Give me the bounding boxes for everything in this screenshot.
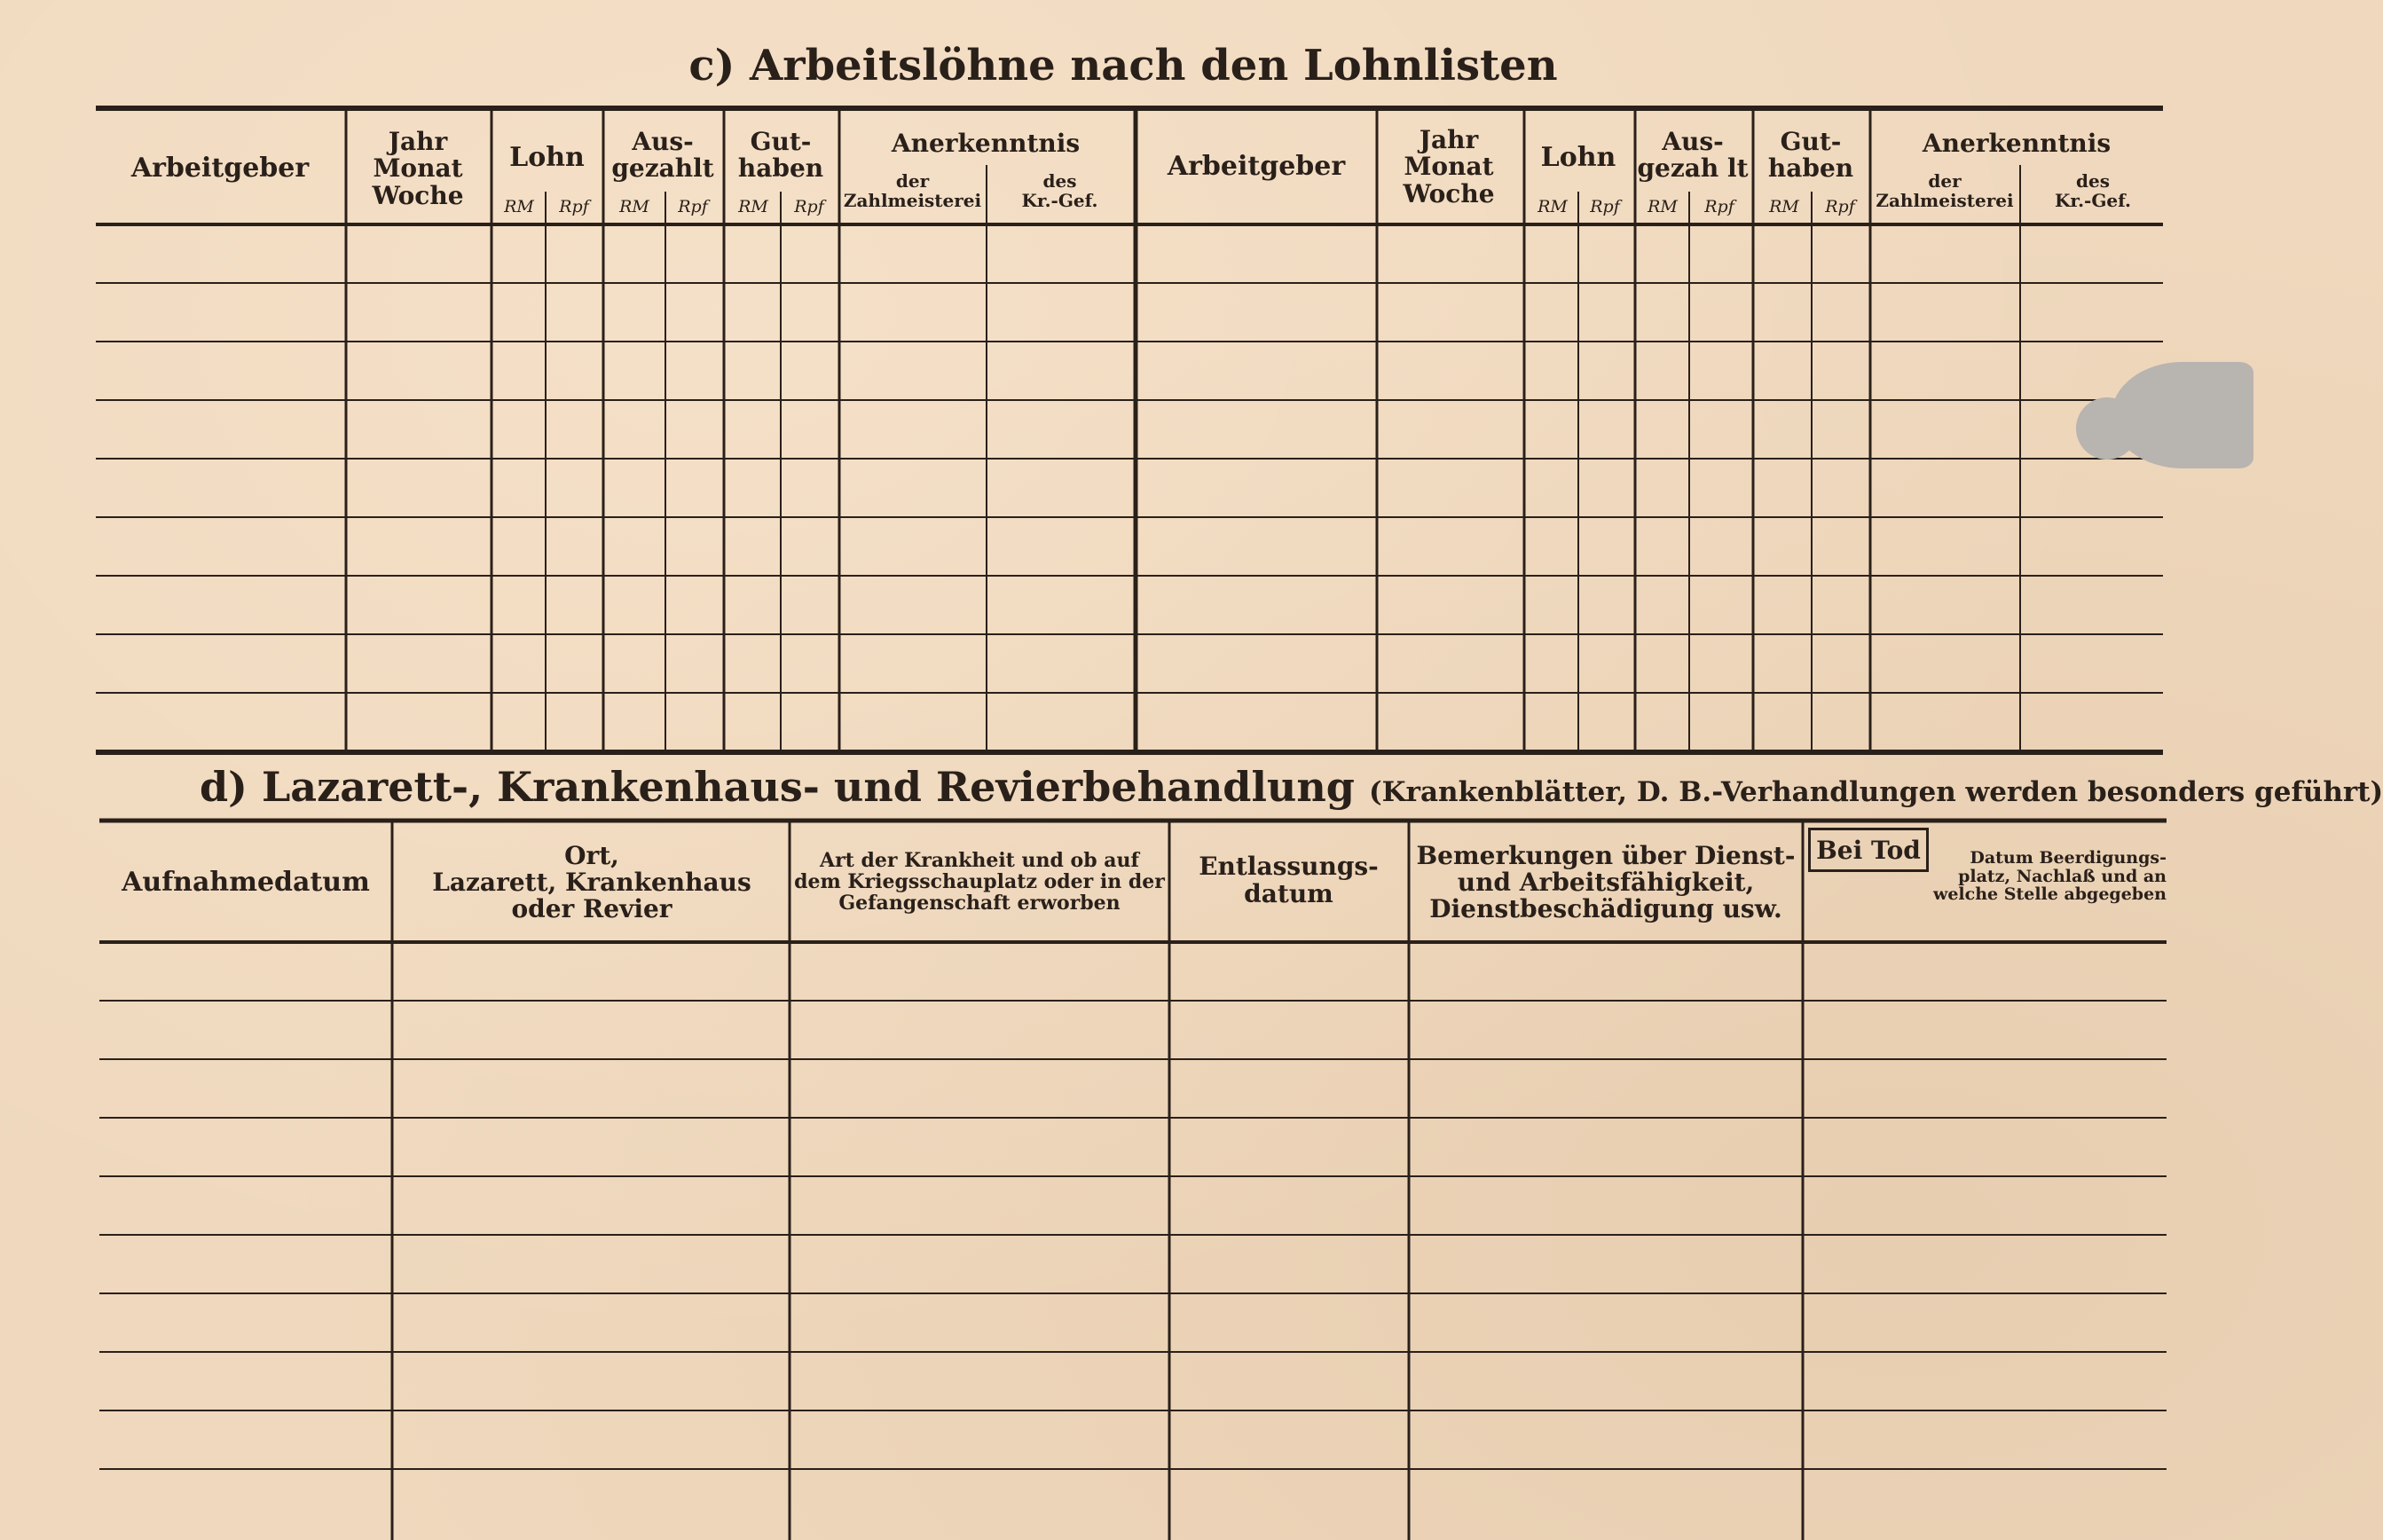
header-lohn: Lohn: [1540, 141, 1616, 173]
section-c-title: c) Arbeitslöhne nach den Lohnlisten: [688, 41, 1558, 90]
header-ausgezahlt: Aus- gezah lt: [1637, 126, 1749, 183]
header-lohn: Lohn: [509, 141, 585, 173]
sub-rpf: Rpf: [1825, 196, 1855, 216]
sub-rpf: Rpf: [559, 196, 589, 216]
sub-rm: RM: [1769, 196, 1799, 216]
sub-rpf: Rpf: [794, 196, 824, 216]
header-art-der-krankheit: Art der Krankheit und ob auf dem Kriegsschauplatz oder in der Gefangenschaft erworben: [794, 849, 1165, 915]
header-des-krgef: des Kr.-Gef.: [1021, 170, 1098, 211]
header-des-krgef: des Kr.-Gef.: [2054, 170, 2131, 211]
sub-rm: RM: [504, 196, 534, 216]
header-jahr-monat-woche: Jahr Monat Woche: [372, 127, 464, 210]
header-arbeitgeber: Arbeitgeber: [130, 152, 310, 184]
header-anerkenntnis: Anerkenntnis: [1922, 128, 2112, 158]
sub-rm: RM: [1648, 196, 1678, 216]
sub-rpf: Rpf: [1704, 196, 1734, 216]
header-entlassungsdatum: Entlassungs- datum: [1199, 852, 1379, 908]
header-anerkenntnis: Anerkenntnis: [891, 128, 1081, 158]
section-d-note: (Krankenblätter, D. B.-Verhandlungen werden besonders geführt): [1369, 776, 2383, 808]
header-der-zahlmeisterei: der Zahlmeisterei: [843, 170, 982, 211]
header-aufnahmedatum: Aufnahmedatum: [122, 866, 370, 898]
header-ort: Ort, Lazarett, Krankenhaus oder Revier: [432, 840, 751, 924]
header-ausgezahlt: Aus- gezahlt: [611, 126, 714, 183]
section-d-title: [200, 763, 2383, 811]
header-der-zahlmeisterei: der Zahlmeisterei: [1876, 170, 2014, 211]
sub-rm: RM: [1538, 196, 1568, 216]
sub-rpf: Rpf: [678, 196, 708, 216]
header-arbeitgeber: Arbeitgeber: [1167, 150, 1346, 182]
header-bemerkungen: Bemerkungen über Dienst- und Arbeitsfähigkeit, Dienstbeschädigung usw.: [1416, 840, 1796, 924]
header-tod-details: Datum Beerdigungs- platz, Nachlaß und an welche Stelle abgegeben: [1932, 848, 2167, 905]
header-guthaben: Gut- haben: [1767, 126, 1854, 183]
sub-rpf: Rpf: [1590, 196, 1620, 216]
bei-tod-box: Bei Tod: [1808, 828, 1929, 872]
sub-rm: RM: [738, 196, 768, 216]
torn-notch-edge: [2076, 397, 2138, 460]
header-guthaben: Gut- haben: [737, 126, 824, 183]
header-jahr-monat-woche: Jahr Monat Woche: [1403, 125, 1495, 208]
sub-rm: RM: [619, 196, 649, 216]
section-d-title-text: d) Lazarett-, Krankenhaus- und Revierbehandlung: [200, 763, 1355, 811]
